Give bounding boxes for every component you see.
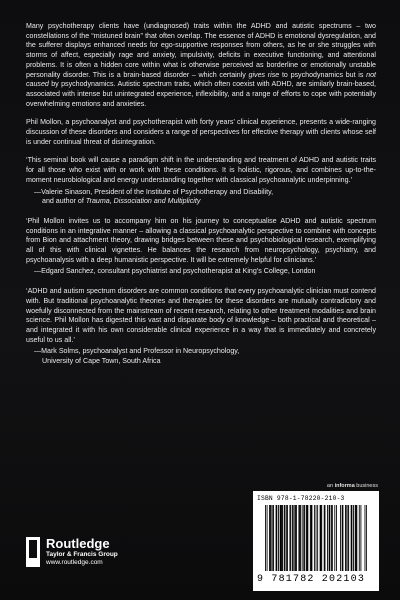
barcode-bar xyxy=(351,505,352,571)
cover-text xyxy=(26,22,376,377)
barcode-bar xyxy=(329,505,330,571)
isbn-barcode xyxy=(253,491,379,591)
barcode-bar xyxy=(286,505,287,571)
barcode-bar xyxy=(294,505,295,571)
barcode-bar xyxy=(340,505,341,571)
barcode-bar xyxy=(271,505,272,571)
barcode-bar xyxy=(285,505,286,571)
barcode-bar xyxy=(343,505,344,571)
review-quote-3: ‘ADHD and autism spectrum disorders are common conditions that every psychoanalytic clinician must contend with. But traditional psychoanalytic theories and therapies for these disorders are mutually contradictory and woefully disconnected from the mainstream of recent research, relating to other treatment modalities and brain science. Phil Mollon has digested this vast and disparate body of knowledge – both practical and theoretical – and integrated it with his own considerable clinical experience in a way that is immediately and concretely useful to us all.’ xyxy=(26,287,376,344)
publisher-url: www.routledge.com xyxy=(46,559,103,566)
publisher-group: Taylor & Francis Group xyxy=(46,551,118,558)
barcode-bar xyxy=(265,505,266,571)
barcode-bar xyxy=(269,505,270,571)
barcode-bar xyxy=(307,505,308,571)
barcode-bar xyxy=(334,505,335,571)
publisher-name: Routledge xyxy=(46,536,110,551)
barcode-bar xyxy=(303,505,304,571)
barcode-bar xyxy=(320,505,321,571)
barcode-bar xyxy=(293,505,294,571)
barcode-bar xyxy=(310,505,311,571)
barcode-bar xyxy=(359,505,360,571)
barcode-bar xyxy=(356,505,357,571)
barcode-bar xyxy=(296,505,297,571)
barcode-bar xyxy=(351,505,352,571)
barcode-bar xyxy=(273,505,274,571)
barcode-bar xyxy=(300,505,301,571)
barcode-bar xyxy=(307,505,308,571)
barcode-bar xyxy=(284,505,285,571)
barcode-bar xyxy=(282,505,283,571)
barcode-bar xyxy=(278,505,279,571)
barcode-bar xyxy=(355,505,356,571)
review-quote-1: ‘This seminal book will cause a paradigm shift in the understanding and treatment of ADHD and autistic traits for all those who exist with or work with these conditions. It is holistic, rigorous, and combines up-to-the-moment neurobiological and energy understanding together with classical psychoanalytic underpinning.’ xyxy=(26,156,376,184)
barcode-bar xyxy=(281,505,282,571)
routledge-logo-icon xyxy=(26,537,40,567)
barcode-bar xyxy=(324,505,325,571)
barcode-bar xyxy=(360,505,361,571)
description-paragraph-2: Phil Mollon, a psychoanalyst and psychotherapist with forty years’ clinical experience, presents a wide-ranging discussion of these disorders and considers a range of perspectives for effective therapy with clients whose self is under continual threat of disintegration. xyxy=(26,118,376,146)
barcode-bar xyxy=(272,505,273,571)
publisher-logo xyxy=(26,537,118,567)
cover-footer xyxy=(0,472,400,600)
barcode-bar xyxy=(270,505,271,571)
barcode-bar xyxy=(331,505,332,571)
barcode-bar xyxy=(342,505,343,571)
barcode-bar xyxy=(320,505,321,571)
barcode-bar xyxy=(304,505,305,571)
isbn-text: ISBN 978-1-78220-210-3 xyxy=(257,495,345,502)
barcode-bar xyxy=(347,505,348,571)
barcode-bar xyxy=(366,505,367,571)
informa-tagline: an informa business xyxy=(326,483,378,489)
barcode-bar xyxy=(325,505,326,571)
review-attribution-1: —Valerie Sinason, President of the Institute of Psychotherapy and Disability, and author of Trauma, Dissociation and Multiplicity xyxy=(34,187,274,206)
barcode-digits: 9 781782 202103 xyxy=(257,574,366,585)
barcode-bar xyxy=(311,505,312,571)
barcode-bar xyxy=(302,505,303,571)
barcode-bar xyxy=(353,505,354,571)
barcode-bars xyxy=(265,505,367,571)
barcode-bar xyxy=(317,505,318,571)
barcode-bar xyxy=(276,505,277,571)
barcode-bar xyxy=(329,505,330,571)
barcode-bar xyxy=(281,505,282,571)
barcode-bar xyxy=(321,505,322,571)
review-attribution-3: —Mark Solms, psychoanalyst and Professor in Neuropsychology, University of Cape Town, South Africa xyxy=(34,347,240,366)
barcode-bar xyxy=(295,505,296,571)
barcode-bar xyxy=(314,505,315,571)
barcode-bar xyxy=(356,505,357,571)
barcode-bar xyxy=(299,505,300,571)
review-quote-2: ‘Phil Mollon invites us to accompany him on his journey to conceptualise ADHD and autistic spectrum conditions in an integrative manner – allowing a classical psychoanalytic perspective to combine with concepts from Bion and attachment theory, drawing bridges between these and psychobiological research, exemplifying all of this with clinical vignettes. He balances the research from neuropsychology, psychiatry, and psychoanalysis with a deep humanistic perspective. It will be extremely helpful for clinicians.’ xyxy=(26,216,376,264)
barcode-bar xyxy=(276,505,277,571)
barcode-bar xyxy=(298,505,299,571)
barcode-bar xyxy=(346,505,347,571)
barcode-bar xyxy=(306,505,307,571)
barcode-bar xyxy=(290,505,291,571)
barcode-bar xyxy=(280,505,281,571)
barcode-bar xyxy=(289,505,290,571)
review-attribution-2: —Edgard Sanchez, consultant psychiatrist and psychotherapist at King’s College, London xyxy=(34,267,316,276)
barcode-bar xyxy=(332,505,333,571)
barcode-bar xyxy=(365,505,366,571)
barcode-bar xyxy=(336,505,337,571)
barcode-bar xyxy=(287,505,288,571)
barcode-bar xyxy=(327,505,328,571)
barcode-bar xyxy=(345,505,346,571)
barcode-bar xyxy=(348,505,349,571)
barcode-bar xyxy=(267,505,268,571)
barcode-bar xyxy=(316,505,317,571)
barcode-bar xyxy=(292,505,293,571)
description-paragraph-1: Many psychotherapy clients have (undiagnosed) traits within the ADHD and autistic spectrums – two constellations of the “mistuned brain” that often overlap. The essence of ADHD is emotional dysregulation, and the sufferer displays enhanced needs for ego-supportive responses from others, as he or she struggles with storms of affect, especially rage and anxiety, impulsivity, deficits in executive functioning, and attentional problems. It is often a hidden core within what is otherwise perceived as borderline or emotionally unstable personality disorder. This is a brain-based disorder – which certainly gives rise to psychodynamics but is not caused by psychodynamics. Autistic spectrum traits, which often coexist with ADHD, are similarly brain-based, associated with intense but unintegrated experience, inflexibility, and a range of efforts to cope with potentially overwhelming emotions and anxieties. xyxy=(26,22,376,108)
barcode-bar xyxy=(312,505,313,571)
